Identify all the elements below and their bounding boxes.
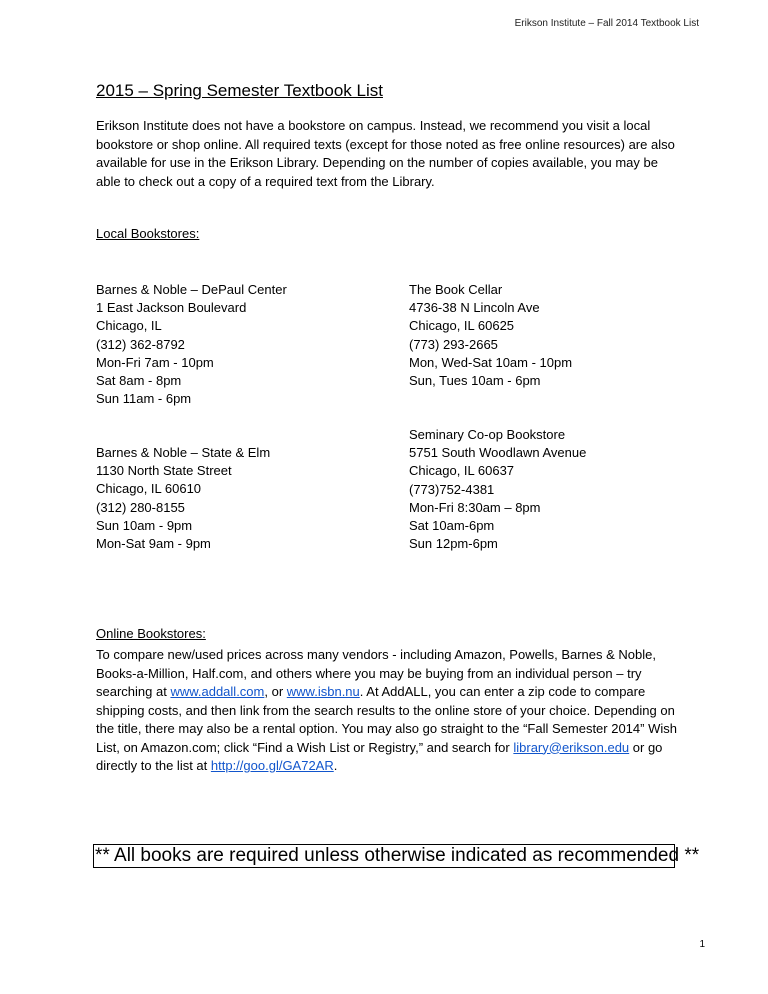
online-text: or go directly to the list at xyxy=(96,739,663,773)
running-header: Erikson Institute – Fall 2014 Textbook List xyxy=(514,18,699,29)
store-name: Barnes & Noble – DePaul Center xyxy=(96,282,287,297)
store-hours: Mon-Sat 9am - 9pm xyxy=(96,536,211,552)
store-barnes-noble-state-elm xyxy=(96,444,270,553)
store-hours: Mon, Wed-Sat 10am - 10pm xyxy=(409,354,573,370)
store-hours: Sun 11am - 6pm xyxy=(96,391,192,407)
store-phone: (773) 293-2665 xyxy=(409,336,498,352)
online-text: To compare new/used prices across many vendors - including Amazon, Powells, Barnes & Noble, Books-a-Million, Half.com, and others where you may be buying from an individual person – try searching at xyxy=(96,647,656,699)
store-name: Barnes & Noble – State & Elm xyxy=(96,445,271,460)
online-bookstores-heading: Online Bookstores: xyxy=(96,626,206,641)
online-text: . xyxy=(333,758,338,773)
store-city: Chicago, IL xyxy=(96,318,162,334)
store-hours: Sat 10am-6pm xyxy=(409,518,495,534)
page-number: 1 xyxy=(699,939,705,950)
store-hours: Mon-Fri 8:30am – 8pm xyxy=(409,499,541,515)
wishlist-link[interactable]: http://goo.gl/GA72AR xyxy=(210,758,334,773)
store-book-cellar xyxy=(409,281,572,390)
intro-paragraph: Erikson Institute does not have a bookstore on campus. Instead, we recommend you visit a local bookstore or shop online. All required texts (except for those noted as free online resources) are also available for use in the Erikson Library. Depending on the number of copies available, you may be able to check out a copy of a required text from the Library. xyxy=(96,118,675,189)
library-email-link[interactable]: library@erikson.edu xyxy=(513,739,630,755)
store-phone: (312) 362-8792 xyxy=(96,336,185,352)
store-hours: Sun 10am - 9pm xyxy=(96,517,193,533)
store-name: Seminary Co-op Bookstore xyxy=(409,427,566,442)
store-address: 1130 North State Street xyxy=(96,463,232,479)
required-books-notice: ** All books are required unless otherwise indicated as recommended ** xyxy=(95,845,700,866)
store-seminary-co-op xyxy=(409,426,586,553)
local-bookstores-heading: Local Bookstores: xyxy=(96,226,200,241)
store-hours: Sun, Tues 10am - 6pm xyxy=(409,373,541,389)
store-name: The Book Cellar xyxy=(409,282,503,297)
store-hours: Sat 8am - 8pm xyxy=(96,373,182,389)
store-address: 4736-38 N Lincoln Ave xyxy=(409,300,540,316)
store-hours: Sun 12pm-6pm xyxy=(409,536,498,552)
addall-link[interactable]: www.addall.com xyxy=(170,684,265,699)
store-city: Chicago, IL 60610 xyxy=(96,481,202,497)
store-phone: (773)752-4381 xyxy=(409,481,495,497)
online-text: . At AddALL, you can enter a zip code to compare shipping costs, and then link from the search results to the online store of your choice. Depending on the title, there may also be a rental option. You may also go straight to the “Fall Semester 2014” Wish List, on Amazon.com; click “Find a Wish List or Registry,” and search for xyxy=(96,684,677,755)
isbn-link[interactable]: www.isbn.nu xyxy=(286,684,360,699)
page-title: 2015 – Spring Semester Textbook List xyxy=(96,81,383,100)
store-city: Chicago, IL 60637 xyxy=(409,463,515,479)
store-city: Chicago, IL 60625 xyxy=(409,318,515,334)
store-barnes-noble-depaul xyxy=(96,281,287,408)
online-bookstores-paragraph xyxy=(96,646,686,776)
online-text: , or xyxy=(264,684,287,699)
store-hours: Mon-Fri 7am - 10pm xyxy=(96,354,214,370)
store-address: 5751 South Woodlawn Avenue xyxy=(409,445,587,461)
store-phone: (312) 280-8155 xyxy=(96,499,185,515)
store-address: 1 East Jackson Boulevard xyxy=(96,300,247,316)
